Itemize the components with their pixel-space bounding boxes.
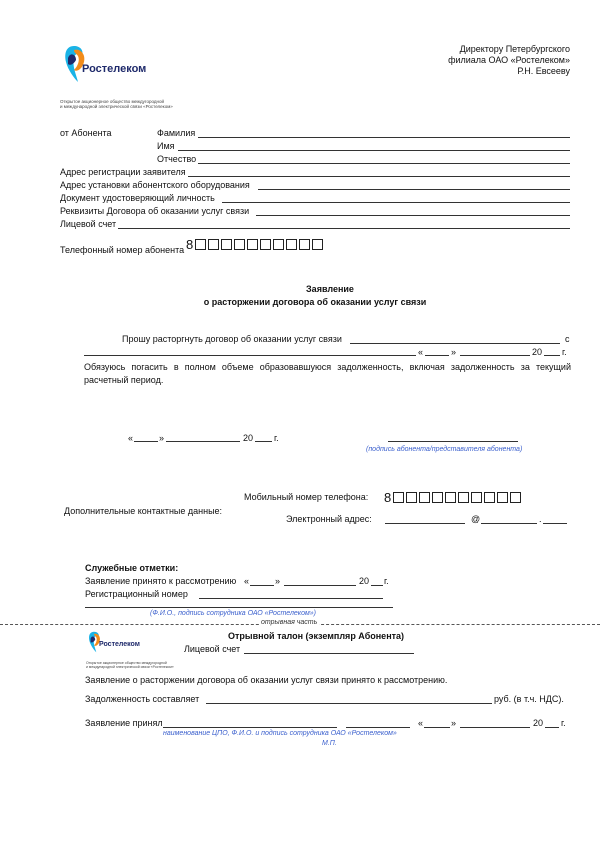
coupon-account-label: Лицевой счет: [184, 644, 241, 654]
coupon-logo-caption-1: Открытое акционерное общество междугородной: [86, 661, 167, 665]
coupon-logo: [86, 630, 156, 660]
statement-subtitle: о расторжении договора об оказании услуг связи: [203, 297, 427, 307]
reg-address-field[interactable]: [188, 176, 570, 177]
statement-year-suffix: г.: [274, 433, 279, 443]
coupon-logo-caption-2: и международной электрической связи «Ростелеком»: [86, 665, 174, 669]
email-at-sign: @: [471, 514, 481, 524]
email-tld-field[interactable]: [543, 523, 567, 524]
mobile-label: Мобильный номер телефона:: [244, 492, 369, 502]
statement-title: Заявление: [306, 284, 354, 294]
addressee-line-1: Директору Петербургского: [459, 44, 570, 54]
digit-box[interactable]: [286, 239, 297, 250]
digit-box[interactable]: [247, 239, 258, 250]
phone-number-label: Телефонный номер абонента: [60, 245, 185, 255]
request-field[interactable]: [350, 343, 560, 344]
digit-box[interactable]: [484, 492, 495, 503]
accepted-year-suffix: г.: [384, 576, 389, 586]
debt-amount-field[interactable]: [206, 703, 492, 704]
digit-box[interactable]: [195, 239, 206, 250]
received-year-field[interactable]: [545, 727, 559, 728]
digit-box[interactable]: [299, 239, 310, 250]
id-document-label: Документ удостоверяющий личность: [60, 193, 215, 203]
accepted-year-prefix: 20: [359, 576, 370, 586]
logo-caption: [60, 99, 220, 109]
surname-label: Фамилия: [157, 128, 196, 138]
email-domain-field[interactable]: [481, 523, 537, 524]
logo-caption-line-1: Открытое акционерное общество междугородной: [60, 99, 164, 104]
statement-day-field[interactable]: [134, 441, 158, 442]
addressee-block: [448, 44, 570, 77]
reg-number-label: Регистрационный номер: [85, 589, 188, 599]
request-field-2[interactable]: [84, 355, 416, 356]
addressee-line-2: филиала ОАО «Ростелеком»: [448, 55, 570, 65]
account-label: Лицевой счет: [60, 219, 117, 229]
statement-month-field[interactable]: [166, 441, 240, 442]
received-quote-close: »: [451, 718, 457, 728]
phone-prefix: 8: [186, 237, 194, 252]
reg-address-label: Адрес регистрации заявителя: [60, 167, 186, 177]
mobile-number-input[interactable]: [384, 491, 521, 504]
email-label: Электронный адрес:: [286, 514, 372, 524]
addressee-line-3: Р.Н. Евсееву: [517, 66, 570, 76]
contract-details-field[interactable]: [256, 215, 570, 216]
coupon-logo-caption: [86, 661, 196, 669]
quote-open: «: [418, 347, 424, 357]
digit-box[interactable]: [406, 492, 417, 503]
patronymic-field[interactable]: [198, 163, 570, 164]
accepted-quote-open: «: [244, 576, 250, 586]
logo-caption-line-2: и международной электрической связи «Ростелеком»: [60, 104, 173, 109]
patronymic-label: Отчество: [157, 154, 197, 164]
coupon-title: Отрывной талон (экземпляр Абонента): [228, 631, 405, 641]
received-signature-field[interactable]: [346, 727, 410, 728]
from-letter: с: [565, 334, 570, 344]
subscriber-signature-field[interactable]: [388, 441, 518, 442]
digit-box[interactable]: [221, 239, 232, 250]
employee-signature-field[interactable]: [85, 607, 393, 608]
digit-box[interactable]: [273, 239, 284, 250]
digit-box[interactable]: [445, 492, 456, 503]
accepted-label: Заявление принято к рассмотрению: [85, 576, 237, 586]
termination-day-field[interactable]: [425, 355, 449, 356]
digit-box[interactable]: [458, 492, 469, 503]
coupon-accepted-text: Заявление о расторжении договора об оказании услуг связи принято к рассмотрению.: [85, 675, 448, 685]
coupon-logo-wordmark: Ростелеком: [99, 641, 140, 648]
from-subscriber-label: от Абонента: [60, 128, 112, 138]
digit-box[interactable]: [393, 492, 404, 503]
logo-wordmark: Ростелеком: [82, 63, 147, 75]
received-by-label: Заявление принял: [85, 718, 163, 728]
received-year-suffix: г.: [561, 718, 566, 728]
service-marks-title: Служебные отметки:: [85, 563, 179, 573]
surname-field[interactable]: [198, 137, 570, 138]
digit-box[interactable]: [510, 492, 521, 503]
digit-box[interactable]: [419, 492, 430, 503]
statement-date-quote-open: «: [128, 433, 134, 443]
account-field[interactable]: [118, 228, 570, 229]
received-by-field[interactable]: [163, 727, 337, 728]
digit-box[interactable]: [432, 492, 443, 503]
received-year-prefix: 20: [533, 718, 544, 728]
coupon-account-field[interactable]: [244, 653, 414, 654]
digit-box[interactable]: [260, 239, 271, 250]
install-address-field[interactable]: [258, 189, 570, 190]
reg-number-field[interactable]: [199, 598, 383, 599]
name-label: Имя: [157, 141, 175, 151]
accepted-month-field[interactable]: [284, 585, 356, 586]
employee-signature-caption: (Ф.И.О., подпись сотрудника ОАО «Ростелеком»): [150, 610, 317, 617]
id-document-field[interactable]: [222, 202, 570, 203]
obligation-text: Обязуюсь погасить в полном объеме образовавшуюся задолженность, включая задолженность за текущий расчетный период.: [84, 362, 571, 385]
digit-box[interactable]: [312, 239, 323, 250]
accepted-day-field[interactable]: [250, 585, 274, 586]
digit-box[interactable]: [471, 492, 482, 503]
tear-line-label: отрывная часть: [261, 619, 318, 626]
debt-label: Задолженность составляет: [85, 694, 200, 704]
statement-year-prefix: 20: [243, 433, 254, 443]
company-logo: [60, 44, 170, 88]
digit-box[interactable]: [497, 492, 508, 503]
statement-date-quote-close: »: [159, 433, 165, 443]
digit-box[interactable]: [234, 239, 245, 250]
termination-month-field[interactable]: [460, 355, 530, 356]
received-quote-open: «: [418, 718, 424, 728]
install-address-label: Адрес установки абонентского оборудования: [60, 180, 250, 190]
contacts-label: Дополнительные контактные данные:: [64, 506, 223, 516]
request-text: Прошу расторгнуть договор об оказании услуг связи: [122, 334, 342, 344]
quote-close: »: [451, 347, 457, 357]
contract-details-label: Реквизиты Договора об оказании услуг связи: [60, 206, 250, 216]
year-prefix: 20: [532, 347, 543, 357]
subscriber-signature-caption: (подпись абонента/представителя абонента): [366, 446, 523, 453]
received-caption: наименование ЦПО, Ф.И.О. и подпись сотрудника ОАО «Ростелеком»: [163, 730, 397, 737]
stamp-label: М.П.: [322, 740, 337, 747]
email-dot: .: [539, 514, 542, 524]
termination-year-field[interactable]: [544, 355, 560, 356]
accepted-quote-close: »: [275, 576, 281, 586]
digit-box[interactable]: [208, 239, 219, 250]
received-day-field[interactable]: [424, 727, 450, 728]
debt-suffix: руб. (в т.ч. НДС).: [494, 694, 564, 704]
phone-number-input[interactable]: [186, 238, 323, 251]
mobile-prefix: 8: [384, 490, 392, 505]
accepted-year-field[interactable]: [371, 585, 383, 586]
statement-year-field[interactable]: [255, 441, 272, 442]
email-user-field[interactable]: [385, 523, 465, 524]
name-field[interactable]: [178, 150, 570, 151]
received-month-field[interactable]: [460, 727, 530, 728]
year-suffix: г.: [562, 347, 567, 357]
